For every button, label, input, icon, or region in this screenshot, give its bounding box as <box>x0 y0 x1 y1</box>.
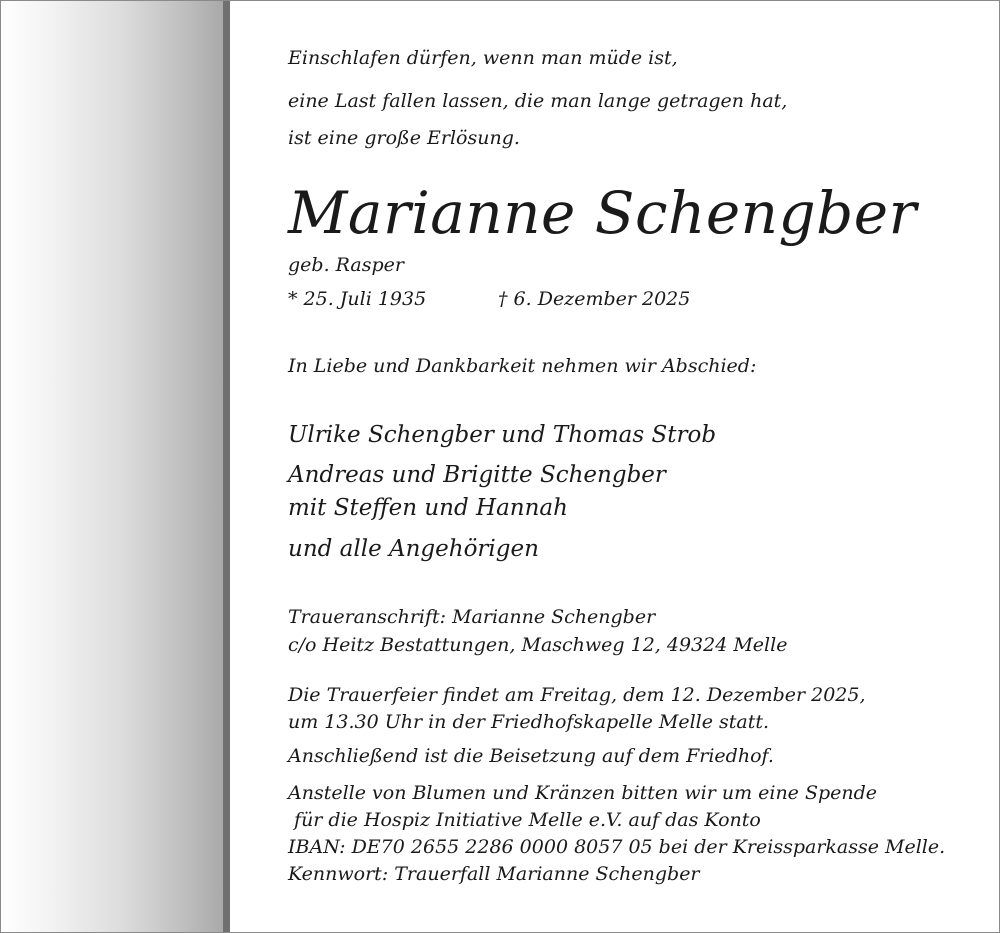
left-panel-edge <box>223 1 230 932</box>
birth-name: geb. Rasper <box>288 254 404 276</box>
mourner-line-2: Andreas und Brigitte Schengber <box>288 462 666 488</box>
life-dates <box>288 288 788 310</box>
funeral-line-2: um 13.30 Uhr in der Friedhofskapelle Melle statt. <box>288 711 770 733</box>
mourner-line-3: mit Steffen und Hannah <box>288 495 568 521</box>
donation-line-1: Anstelle von Blumen und Kränzen bitten wir um eine Spende <box>288 782 878 804</box>
donation-iban: IBAN: DE70 2655 2286 0000 8057 05 bei der Kreissparkasse Melle. <box>288 836 946 858</box>
death-date: † 6. Dezember 2025 <box>498 288 691 310</box>
funeral-line-3: Anschließend ist die Beisetzung auf dem Friedhof. <box>288 745 774 767</box>
deceased-name: Marianne Schengber <box>288 179 917 247</box>
funeral-line-1: Die Trauerfeier findet am Freitag, dem 12. Dezember 2025, <box>288 684 866 706</box>
donation-keyword: Kennwort: Trauerfall Marianne Schengber <box>288 863 700 885</box>
verse-line-2: eine Last fallen lassen, die man lange getragen hat, <box>288 90 788 112</box>
birth-date: * 25. Juli 1935 <box>288 288 427 310</box>
farewell-intro: In Liebe und Dankbarkeit nehmen wir Abschied: <box>288 355 757 377</box>
address-line-1: Traueranschrift: Marianne Schengber <box>288 606 656 628</box>
verse-line-3: ist eine große Erlösung. <box>288 127 520 149</box>
mourner-line-1: Ulrike Schengber und Thomas Strob <box>288 422 717 448</box>
verse-line-1: Einschlafen dürfen, wenn man müde ist, <box>288 47 678 69</box>
donation-line-2: für die Hospiz Initiative Melle e.V. auf das Konto <box>288 809 761 831</box>
left-gradient-panel <box>1 1 223 932</box>
address-line-2: c/o Heitz Bestattungen, Maschweg 12, 49324 Melle <box>288 634 788 656</box>
mourner-line-4: und alle Angehörigen <box>288 536 539 562</box>
